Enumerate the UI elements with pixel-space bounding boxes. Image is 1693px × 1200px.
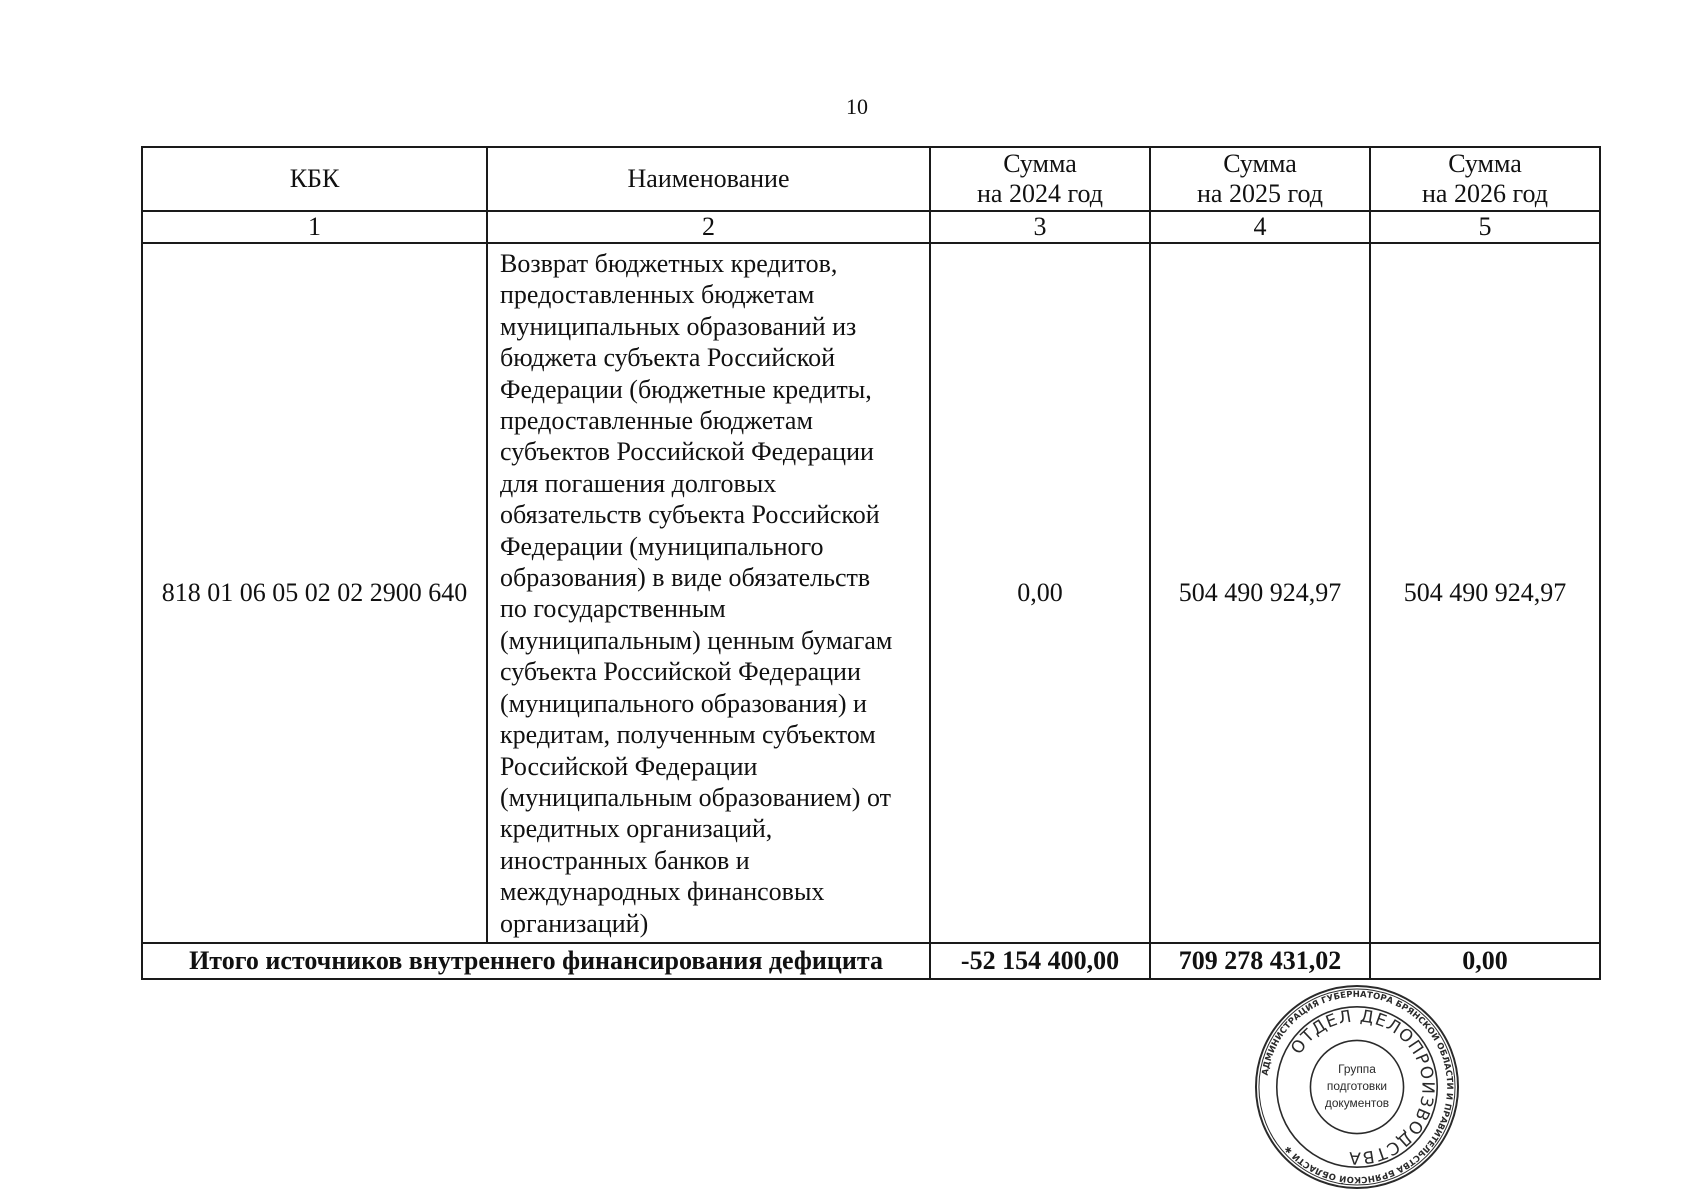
item-name-line: предоставленные бюджетам [500,406,813,436]
budget-sources-table [141,146,1601,980]
item-name-line: (муниципальным) ценным бумагам [500,625,893,655]
column-number: 5 [1370,211,1600,243]
sum-2025-value: 504 490 924,97 [1150,243,1370,943]
column-number: 4 [1150,211,1370,243]
header-sum-2026-line2: на 2026 год [1422,179,1548,208]
header-sum-2025-line1: Сумма [1223,149,1297,178]
total-sum-2025: 709 278 431,02 [1150,943,1370,979]
item-name-line: Возврат бюджетных кредитов, [500,249,838,278]
item-name-line: по государственным [500,594,726,624]
column-number: 2 [487,211,930,243]
stamp-center-line: документов [1324,1095,1390,1110]
table-row [142,243,1600,943]
header-sum-2026-line1: Сумма [1448,149,1522,178]
item-name-line: (муниципальным образованием) от [500,782,891,812]
header-sum-2024-line1: Сумма [1003,149,1077,178]
column-number: 1 [142,211,487,243]
item-name-line: субъекта Российской Федерации [500,657,861,687]
header-name: Наименование [487,147,930,211]
header-sum-2025-line2: на 2025 год [1197,179,1323,208]
header-sum-2024-line2: на 2024 год [977,179,1103,208]
stamp-center-line: подготовки [1326,1078,1388,1093]
header-sum-2026 [1370,147,1600,211]
total-label: Итого источников внутреннего финансирования дефицита [142,943,930,979]
column-number-row [142,211,1600,243]
item-name-line: обязательств субъекта Российской [500,500,880,530]
item-name [487,243,930,943]
sum-2024-value: 0,00 [930,243,1150,943]
item-name-line: бюджета субъекта Российской [500,343,836,373]
item-name-line: Российской Федерации [500,751,758,781]
item-name-line: кредитам, полученным субъектом [500,720,876,750]
item-name-line: кредитных организаций, [500,814,773,844]
item-name-line: предоставленных бюджетам [500,280,815,310]
office-stamp [1253,983,1461,1191]
page-number: 10 [846,94,868,119]
stamp-middle-text: ОТДЕЛ ДЕЛОПРОИЗВОДСТВА [1286,1005,1439,1169]
kbk-code: 818 01 06 05 02 02 2900 640 [142,243,487,943]
item-name-line: иностранных банков и [500,845,750,875]
item-name-line: образования) в виде обязательств [500,563,871,593]
sum-2026-value: 504 490 924,97 [1370,243,1600,943]
total-sum-2026: 0,00 [1370,943,1600,979]
stamp-outer-text: АДМИНИСТРАЦИЯ ГУБЕРНАТОРА БРЯНСКОЙ ОБЛАСТИ И ПРАВИТЕЛЬСТВА БРЯНСКОЙ ОБЛАСТИ ✱ [1260,989,1455,1185]
item-name-line: для погашения долговых [500,468,777,498]
item-name-line: (муниципального образования) и [500,688,867,718]
item-name-line: Федерации (бюджетные кредиты, [500,374,872,404]
item-name-line: международных финансовых [500,877,825,907]
column-number: 3 [930,211,1150,243]
stamp-center-line: Группа [1338,1062,1376,1077]
item-name-line: муниципальных образований из [500,311,857,341]
item-name-line: организаций) [500,908,649,938]
header-sum-2024 [930,147,1150,211]
header-sum-2025 [1150,147,1370,211]
item-name-line: Федерации (муниципального [500,531,824,561]
header-kbk: КБК [142,147,487,211]
total-row [142,943,1600,979]
total-sum-2024: -52 154 400,00 [930,943,1150,979]
item-name-line: субъектов Российской Федерации [500,437,874,467]
